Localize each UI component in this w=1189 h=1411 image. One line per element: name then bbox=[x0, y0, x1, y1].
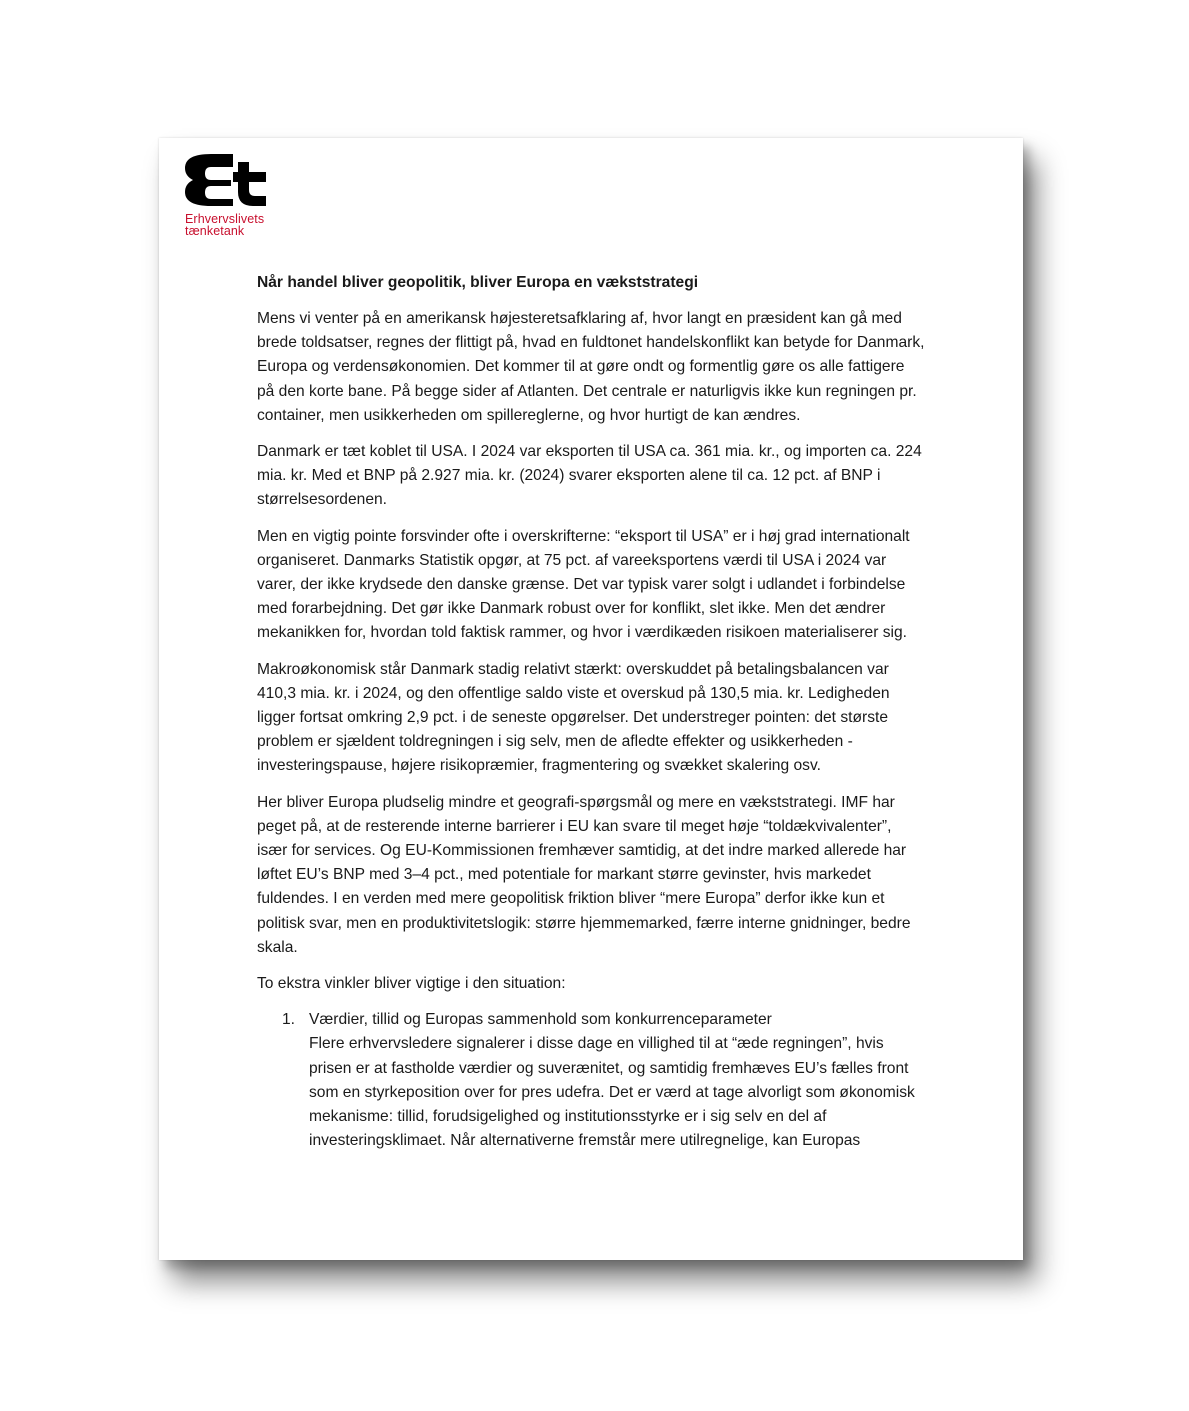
paragraph: Makroøkonomisk står Danmark stadig relativt stærkt: overskuddet på betalingsbalancen var 410,3 mia. kr. i 2024, og den offentlige saldo viste et overskud på 130,5 mia. kr. Ledigheden ligger fortsat omkring 2,9 pct. i de seneste opgørelser. Det understreger pointen: det største problem er sjældent toldregningen i sig selv, men de afledte effekter og usikkerheden - investeringspause, højere risikopræmier, fragmentering og svækket skalering osv. bbox=[257, 660, 890, 775]
company-logo bbox=[185, 152, 275, 237]
paragraph: Danmark er tæt koblet til USA. I 2024 var eksporten til USA ca. 361 mia. kr., og importen ca. 224 mia. kr. Med et BNP på 2.927 mia. kr. (2024) svarer eksporten alene til ca. 12 pct. af BNP i størrelsesordenen. bbox=[257, 443, 922, 509]
list-item-heading: Værdier, tillid og Europas sammenhold som konkurrenceparameter bbox=[309, 1011, 772, 1029]
paragraph: To ekstra vinkler bliver vigtige i den situation: bbox=[257, 975, 566, 993]
logo-line-2: tænketank bbox=[185, 223, 245, 238]
article-body bbox=[257, 271, 925, 1154]
list-item-number: 1. bbox=[282, 1011, 296, 1029]
numbered-list bbox=[257, 1008, 925, 1153]
document-page bbox=[159, 138, 1023, 1260]
article-title: Når handel bliver geopolitik, bliver Europa en vækststrategi bbox=[257, 274, 699, 291]
paragraph: Her bliver Europa pludselig mindre et geografi-spørgsmål og mere en vækststrategi. IMF har peget på, at de resterende interne barrierer i EU kan svare til meget høje “toldækvivalenter”, især for services. Og EU-Kommissionen fremhæver samtidig, at det indre marked allerede har løftet EU’s BNP med 3–4 pct., med potentiale for markant større gevinster, hvis markedet fuldendes. I en verden med mere geopolitisk friktion bliver “mere Europa” derfor ikke kun et politisk svar, men en produktivitetslogik: større hjemmemarked, færre interne gnidninger, bedre skala. bbox=[257, 793, 911, 956]
list-item bbox=[257, 1008, 925, 1153]
et-logo-mark-icon bbox=[185, 152, 267, 208]
list-item-body: Flere erhvervsledere signalerer i disse dage en villighed til at “æde regningen”, hvis prisen er at fastholde værdier og suverænitet, og samtidig fremhæves EU’s fælles front som en styrkeposition over for pres udefra. Det er værd at tage alvorligt som økonomisk mekanisme: tillid, forudsigelighed og institutionsstyrke er i sig selv en del af investeringsklimaet. Når alternativerne fremstår mere utilregnelige, kan Europas bbox=[309, 1035, 915, 1150]
paragraph: Men en vigtig pointe forsvinder ofte i overskrifterne: “eksport til USA” er i høj grad internationalt organiseret. Danmarks Statistik opgør, at 75 pct. af vareeksportens værdi til USA i 2024 var varer, der ikke krydsede den danske grænse. Det var typisk varer solgt i udlandet i forbindelse med forarbejdning. Det gør ikke Danmark robust over for konflikt, slet ikke. Men det ændrer mekanikken for, hvordan told faktisk rammer, og hvor i værdikæden risikoen materialiserer sig. bbox=[257, 527, 910, 642]
paragraph: Mens vi venter på en amerikansk højesteretsafklaring af, hvor langt en præsident kan gå med brede toldsatser, regnes der flittigt på, hvad en fuldtonet handelskonflikt kan betyde for Danmark, Europa og verdensøkonomien. Det kommer til at gøre ondt og formentlig gøre os alle fattigere på den korte bane. På begge sider af Atlanten. Det centrale er naturligvis ikke kun regningen pr. container, men usikkerheden om spillereglerne, og hvor hurtigt de kan ændres. bbox=[257, 310, 925, 424]
logo-line-1: Erhvervslivets bbox=[185, 212, 265, 226]
